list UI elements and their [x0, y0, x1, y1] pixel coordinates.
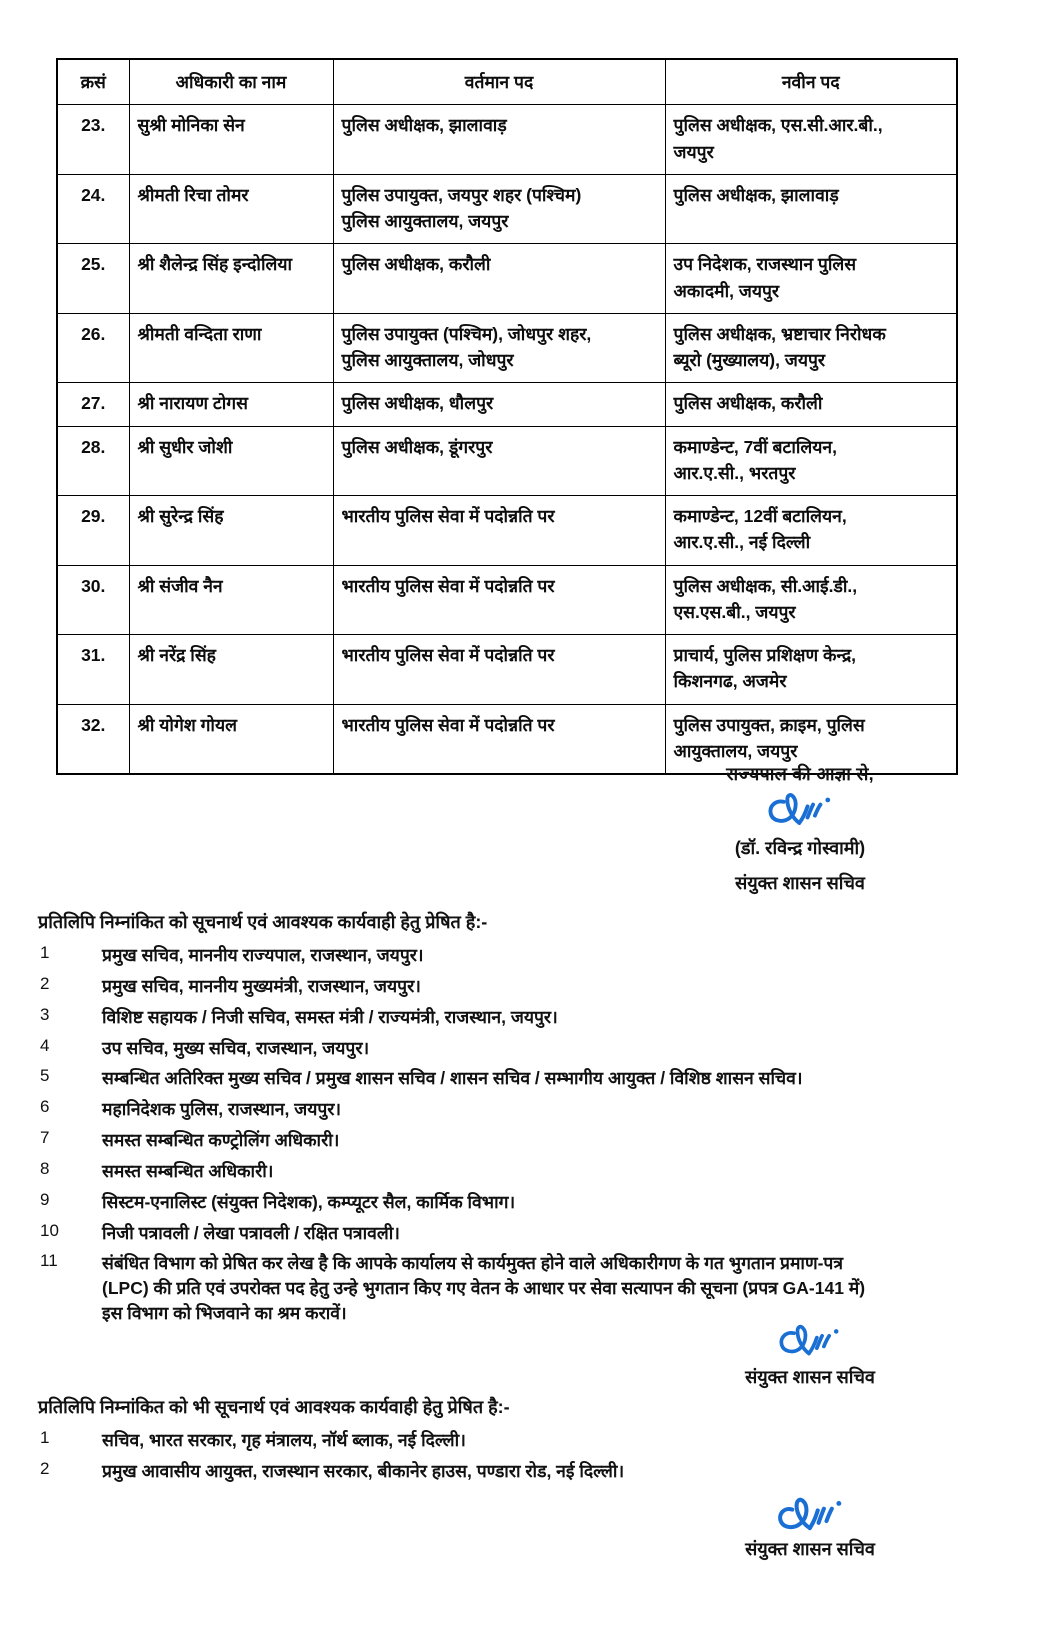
order-signature-block [600, 762, 1000, 895]
list-item [38, 1128, 998, 1153]
cell-serial: 30. [57, 565, 129, 635]
list-item-number: 4 [40, 1035, 50, 1055]
cell-name: श्री नरेंद्र सिंह [129, 635, 333, 705]
table-row [57, 426, 957, 496]
list-item-text: सिस्टम-एनालिस्ट (संयुक्त निदेशक), कम्प्यूटर सैल, कार्मिक विभाग। [102, 1191, 516, 1212]
cell-name: श्रीमती रिचा तोमर [129, 174, 333, 244]
list-item-text: प्रमुख सचिव, माननीय राज्यपाल, राजस्थान, जयपुर। [102, 945, 424, 965]
cell-new-post: कमाण्डेन्ट, 12वीं बटालियन, आर.ए.सी., नई दिल्ली [665, 496, 957, 566]
distribution-heading: प्रतिलिपि निम्नांकित को सूचनार्थ एवं आवश्यक कार्यवाही हेतु प्रेषित है:- [38, 912, 488, 932]
cell-new-post: उप निदेशक, राजस्थान पुलिस अकादमी, जयपुर [665, 244, 957, 314]
list-item-text: प्रमुख सचिव, माननीय मुख्यमंत्री, राजस्थान, जयपुर। [102, 975, 421, 996]
list-item [38, 1190, 998, 1215]
cell-serial: 28. [57, 426, 129, 496]
cell-name: सुश्री मोनिका सेन [129, 105, 333, 175]
column-header-serial: क्रसं [57, 59, 129, 105]
list-item [38, 1097, 998, 1122]
column-header-new: नवीन पद [665, 59, 957, 105]
table-row [57, 383, 957, 426]
table-row [57, 244, 957, 314]
cell-current-post: पुलिस अधीक्षक, करौली [333, 244, 665, 314]
list-item-number: 8 [40, 1158, 50, 1178]
table-row [57, 313, 957, 383]
cell-name: श्री संजीव नैन [129, 565, 333, 635]
cell-current-post: भारतीय पुलिस सेवा में पदोन्नति पर [333, 635, 665, 705]
cell-new-post: प्राचार्य, पुलिस प्रशिक्षण केन्द्र, किशनगढ, अजमेर [665, 635, 957, 705]
list-item-number: 1 [40, 1428, 50, 1447]
cell-new-post: पुलिस अधीक्षक, भ्रष्टाचार निरोधक ब्यूरो (मुख्यालय), जयपुर [665, 313, 957, 383]
list-item-number: 1 [40, 943, 50, 962]
list-item-text: विशिष्ट सहायक / निजी सचिव, समस्त मंत्री / राज्यमंत्री, राजस्थान, जयपुर। [102, 1006, 558, 1027]
signature-mark-icon [757, 1492, 863, 1536]
list-item-text: प्रमुख आवासीय आयुक्त, राजस्थान सरकार, बीकानेर हाउस, पण्डारा रोड, नई दिल्ली। [102, 1460, 625, 1481]
list-item-text: सम्बन्धित अतिरिक्त मुख्य सचिव / प्रमुख शासन सचिव / शासन सचिव / सम्भागीय आयुक्त / विशिष्ठ शासन सचिव। [102, 1068, 803, 1089]
list-item [38, 1251, 998, 1326]
cell-current-post: पुलिस उपायुक्त (पश्चिम), जोधपुर शहर, पुलिस आयुक्तालय, जोधपुर [333, 313, 665, 383]
cell-serial: 31. [57, 635, 129, 705]
list-item-text: सचिव, भारत सरकार, गृह मंत्रालय, नॉर्थ ब्लाक, नई दिल्ली। [102, 1430, 466, 1450]
list-item-number: 9 [40, 1189, 50, 1209]
cell-serial: 29. [57, 496, 129, 566]
list-item-text: निजी पत्रावली / लेखा पत्रावली / रक्षित पत्रावली। [102, 1222, 400, 1243]
cell-serial: 27. [57, 383, 129, 426]
footer-signature-block-secondary [660, 1490, 960, 1561]
list-item-text: उप सचिव, मुख्य सचिव, राजस्थान, जयपुर। [102, 1037, 370, 1058]
transfer-table-container [56, 58, 956, 775]
cell-new-post: कमाण्डेन्ट, 7वीं बटालियन, आर.ए.सी., भरतपुर [665, 426, 957, 496]
table-header-row [57, 59, 957, 105]
cell-current-post: भारतीय पुलिस सेवा में पदोन्नति पर [333, 704, 665, 774]
cell-name: श्री शैलेन्द्र सिंह इन्दोलिया [129, 244, 333, 314]
cell-current-post: पुलिस उपायुक्त, जयपुर शहर (पश्चिम) पुलिस आयुक्तालय, जयपुर [333, 174, 665, 244]
list-item [38, 1221, 998, 1246]
cell-serial: 25. [57, 244, 129, 314]
list-item-text: समस्त सम्बन्धित अधिकारी। [102, 1160, 274, 1181]
cell-serial: 23. [57, 105, 129, 175]
cell-name: श्री नारायण टोगस [129, 383, 333, 426]
table-body [57, 105, 957, 774]
list-item [38, 1428, 998, 1453]
cell-current-post: पुलिस अधीक्षक, डूंगरपुर [333, 426, 665, 496]
cell-name: श्रीमती वन्दिता राणा [129, 313, 333, 383]
table-row [57, 635, 957, 705]
officer-transfer-table [56, 58, 958, 775]
list-item [38, 1159, 998, 1184]
column-header-name: अधिकारी का नाम [129, 59, 333, 105]
cell-new-post: पुलिस अधीक्षक, करौली [665, 383, 957, 426]
cell-new-post: पुलिस अधीक्षक, एस.सी.आर.बी., जयपुर [665, 105, 957, 175]
cell-name: श्री सुरेन्द्र सिंह [129, 496, 333, 566]
list-item [38, 1005, 998, 1030]
list-item-number: 3 [40, 1004, 50, 1024]
distribution-list-primary [38, 910, 998, 1332]
distribution-list-secondary [38, 1395, 998, 1490]
cell-name: श्री सुधीर जोशी [129, 426, 333, 496]
by-order-of-governor: राज्यपाल की आज्ञा से, [726, 764, 874, 784]
cell-serial: 26. [57, 313, 129, 383]
list-item-text: महानिदेशक पुलिस, राजस्थान, जयपुर। [102, 1099, 342, 1120]
cell-name: श्री योगेश गोयल [129, 704, 333, 774]
list-item-number: 2 [40, 973, 50, 993]
cell-new-post: पुलिस उपायुक्त, क्राइम, पुलिस आयुक्तालय, जयपुर [665, 704, 957, 774]
table-row [57, 565, 957, 635]
signatory-name: (डॉ. रविन्द्र गोस्वामी) [734, 838, 866, 858]
list-item [38, 1459, 998, 1484]
cell-current-post: पुलिस अधीक्षक, झालावाड़ [333, 105, 665, 175]
cell-serial: 32. [57, 704, 129, 774]
footer-signature-block-primary [660, 1318, 960, 1389]
cell-new-post: पुलिस अधीक्षक, झालावाड़ [665, 174, 957, 244]
cell-current-post: पुलिस अधीक्षक, धौलपुर [333, 383, 665, 426]
list-item [38, 943, 998, 968]
signatory-designation: संयुक्त शासन सचिव [745, 1539, 875, 1559]
cell-current-post: भारतीय पुलिस सेवा में पदोन्नति पर [333, 565, 665, 635]
table-row [57, 105, 957, 175]
cell-current-post: भारतीय पुलिस सेवा में पदोन्नति पर [333, 496, 665, 566]
distribution-heading: प्रतिलिपि निम्नांकित को भी सूचनार्थ एवं आवश्यक कार्यवाही हेतु प्रेषित है:- [38, 1397, 510, 1417]
table-row [57, 174, 957, 244]
list-item [38, 1066, 998, 1091]
table-row [57, 496, 957, 566]
cell-serial: 24. [57, 174, 129, 244]
list-item-number: 11 [40, 1251, 58, 1271]
signature-mark-icon [757, 1320, 863, 1364]
signature-mark-icon [745, 788, 855, 834]
list-item [38, 1036, 998, 1061]
list-item-text: संबंधित विभाग को प्रेषित कर लेख है कि आपके कार्यालय से कार्यमुक्त होने वाले अधिकारीगण के गत भुगतान प्रमाण-पत्र (LPC) की प्रति एवं उपरोक्त पद हेतु उन्हे भुगतान किए गए वेतन के आधार पर सेवा सत्यापन की सूचना (प्रपत्र GA-141 में) इस विभाग को भिजवाने का श्रम करावें। [102, 1253, 866, 1324]
list-item-number: 6 [40, 1097, 50, 1117]
signatory-designation: संयुक्त शासन सचिव [745, 1367, 875, 1387]
list-item-number: 10 [40, 1220, 59, 1240]
cell-new-post: पुलिस अधीक्षक, सी.आई.डी., एस.एस.बी., जयपुर [665, 565, 957, 635]
list-item-number: 2 [40, 1458, 50, 1478]
list-item-number: 5 [40, 1066, 50, 1086]
list-item-text: समस्त सम्बन्धित कण्ट्रोलिंग अधिकारी। [102, 1130, 340, 1151]
signatory-designation: संयुक्त शासन सचिव [735, 873, 865, 893]
list-item-number: 7 [40, 1128, 50, 1148]
column-header-current: वर्तमान पद [333, 59, 665, 105]
list-item [38, 974, 998, 999]
table-header [57, 59, 957, 105]
